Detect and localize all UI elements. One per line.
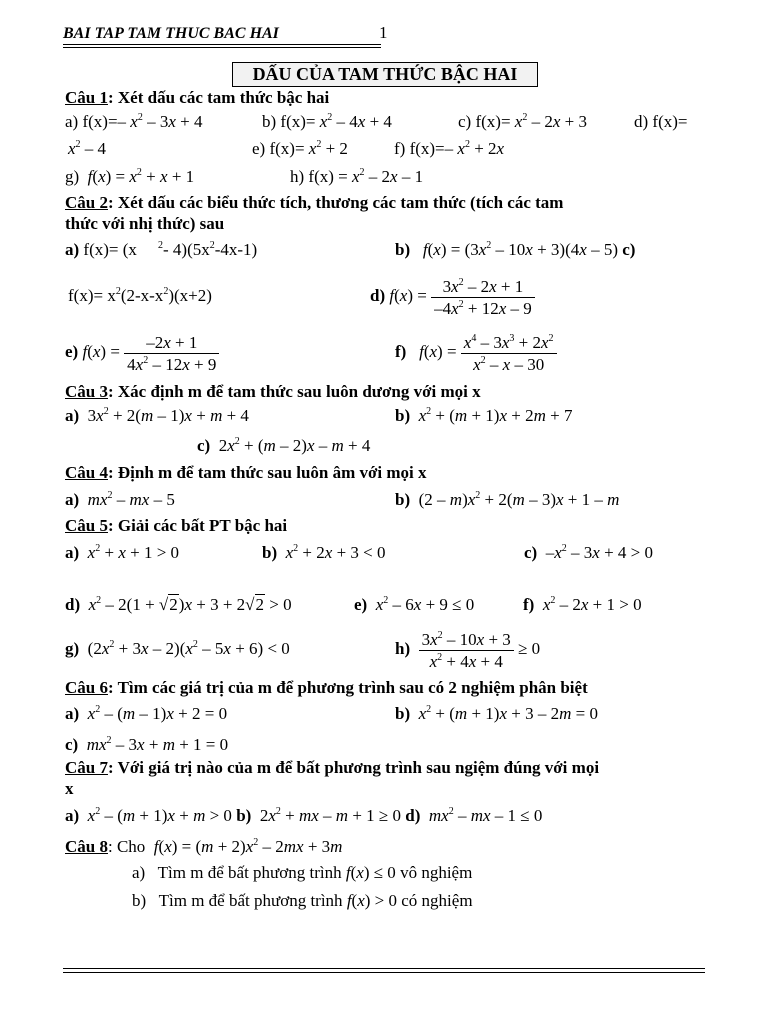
q5-g: g) $(2x^2 + 3x - 2)(x^2 - 5x + 6) < 0$ bbox=[65, 639, 290, 658]
q5-a: a) $x^2 + x + 1 > 0$ bbox=[65, 543, 180, 562]
header-rule bbox=[63, 44, 381, 45]
q2-e: e) f(x) = $\frac{-2x + 1}{4x^2 - 12x + 9}$ bbox=[65, 326, 219, 378]
q1-d-expr: $x^2 - 4$ bbox=[68, 139, 107, 158]
q2-d: d) f(x) = $\frac{3x^2 - 2x + 1}{-4x^2 + 12x - 9}$ bbox=[370, 270, 535, 322]
q5-f: f) $x^2 - 2x + 1 > 0$ bbox=[523, 595, 642, 614]
q4-heading: Câu 4: Định m để tam thức sau luôn âm với mọi x bbox=[65, 463, 427, 482]
page-header bbox=[63, 23, 388, 47]
page-number: 1 bbox=[379, 23, 388, 42]
q5-h: h) $\frac{3x^2 - 10x + 3}{x^2 + 4x + 4}$ ≥ 0 bbox=[395, 629, 541, 671]
q1-b: b) $f(x)= x^2 - 4x + 4$ bbox=[262, 112, 392, 131]
q7-items: a) $x^2 - (m + 1)x + m > 0$ b) $2x^2$ + mx – m + 1 ≥ 0 d) $mx^2$ – mx – 1 ≤ 0 bbox=[65, 806, 543, 825]
q5-d: d) $x^2 - 2(1 + √2)x + 3 + 2√2 > 0$ bbox=[65, 595, 292, 614]
q8-heading: Câu 8: Cho $f(x) = (m + 2)x^2 - 2mx + 3m$ bbox=[65, 837, 343, 856]
header-rule-2 bbox=[63, 47, 381, 48]
q2-a-rest: $^2$- $4)(5x^2-4x-1)$ bbox=[158, 240, 258, 259]
q1-line1: a) f(x)=– $x^2 - 3x + 4$ bbox=[65, 112, 203, 131]
q4-b: b) $(2 - m)x^2 + 2(m - 3)x + 1 - m$ bbox=[395, 490, 620, 509]
q5-e: e) $x^2 - 6x + 9 \le 0$ bbox=[354, 595, 475, 614]
q1-g: g) $f(x) = x^2 + x + 1$ bbox=[65, 167, 195, 186]
q1-h: h) $f(x) = x^2 - 2x - 1$ bbox=[290, 167, 424, 186]
q7-heading-2: x bbox=[65, 779, 74, 798]
footer-rule-2 bbox=[63, 972, 705, 973]
q3-b: b) $x^2 + (m + 1)x + 2m + 7$ bbox=[395, 406, 573, 425]
q6-a: a) $x^2 - (m - 1)x + 2 = 0$ bbox=[65, 704, 228, 723]
q2-b: b) $f(x) = (3x^2 - 10x + 3)(4x - 5)$ c) bbox=[395, 240, 636, 259]
q5-c: c) $-x^2 - 3x + 4 > 0$ bbox=[524, 543, 653, 562]
q8-b: b) Tìm m để bất phương trình f(x) > 0 có nghiệm bbox=[132, 891, 473, 910]
q1-d: d) f(x)= bbox=[634, 112, 688, 131]
q8-a: a) Tìm m để bất phương trình f(x) ≤ 0 vô nghiệm bbox=[132, 863, 473, 882]
footer-rule bbox=[63, 968, 705, 969]
q1-heading: Câu 1: Xét dấu các tam thức bậc hai bbox=[65, 88, 330, 107]
q1-e: e) $f(x)= x^2 + 2$ bbox=[252, 139, 348, 158]
q4-a: a) $mx^2$ – mx – 5 bbox=[65, 490, 175, 509]
q5-heading: Câu 5: Giải các bất PT bậc hai bbox=[65, 516, 288, 535]
q2-heading: Câu 2: Xét dấu các biểu thức tích, thương các tam thức (tích các tam bbox=[65, 193, 564, 212]
header-title: BAI TAP TAM THUC BAC HAI bbox=[63, 25, 279, 42]
q7-heading: Câu 7: Với giá trị nào của m để bất phương trình sau ngiệm đúng với mọi bbox=[65, 758, 600, 777]
q6-c: c) $mx^2 - 3x + m + 1 = 0$ bbox=[65, 735, 229, 754]
q3-c: c) $2x^2 + (m - 2)x - m + 4$ bbox=[197, 436, 371, 455]
q5-b: b) $x^2 + 2x + 3 < 0$ bbox=[262, 543, 386, 562]
q6-heading: Câu 6: Tìm các giá trị của m để phương trình sau có 2 nghiệm phân biệt bbox=[65, 678, 588, 697]
q2-a: a) f(x)= (x bbox=[65, 240, 137, 259]
q3-a: a) $3x^2 + 2(m - 1)x + m + 4$ bbox=[65, 406, 249, 425]
q1-f: f) f(x)=– $x^2 + 2x$ bbox=[394, 139, 505, 158]
document-title: DẤU CỦA TAM THỨC BẬC HAI bbox=[232, 62, 538, 87]
q2-f: f) f(x) = $\frac{x^4 - 3x^3 + 2x^2}{x^2 - x - 30}$ bbox=[395, 326, 557, 378]
q1-c: c) $f(x)= x^2 - 2x + 3$ bbox=[458, 112, 587, 131]
q2-c: $f(x)= x^2(2-x-x^2)(x+2)$ bbox=[68, 286, 212, 305]
q2-heading-2: thức với nhị thức) sau bbox=[65, 214, 225, 233]
q6-b: b) $x^2 + (m + 1)x + 3 - 2m = 0$ bbox=[395, 704, 598, 723]
q3-heading: Câu 3: Xác định m để tam thức sau luôn dương với mọi x bbox=[65, 382, 481, 401]
